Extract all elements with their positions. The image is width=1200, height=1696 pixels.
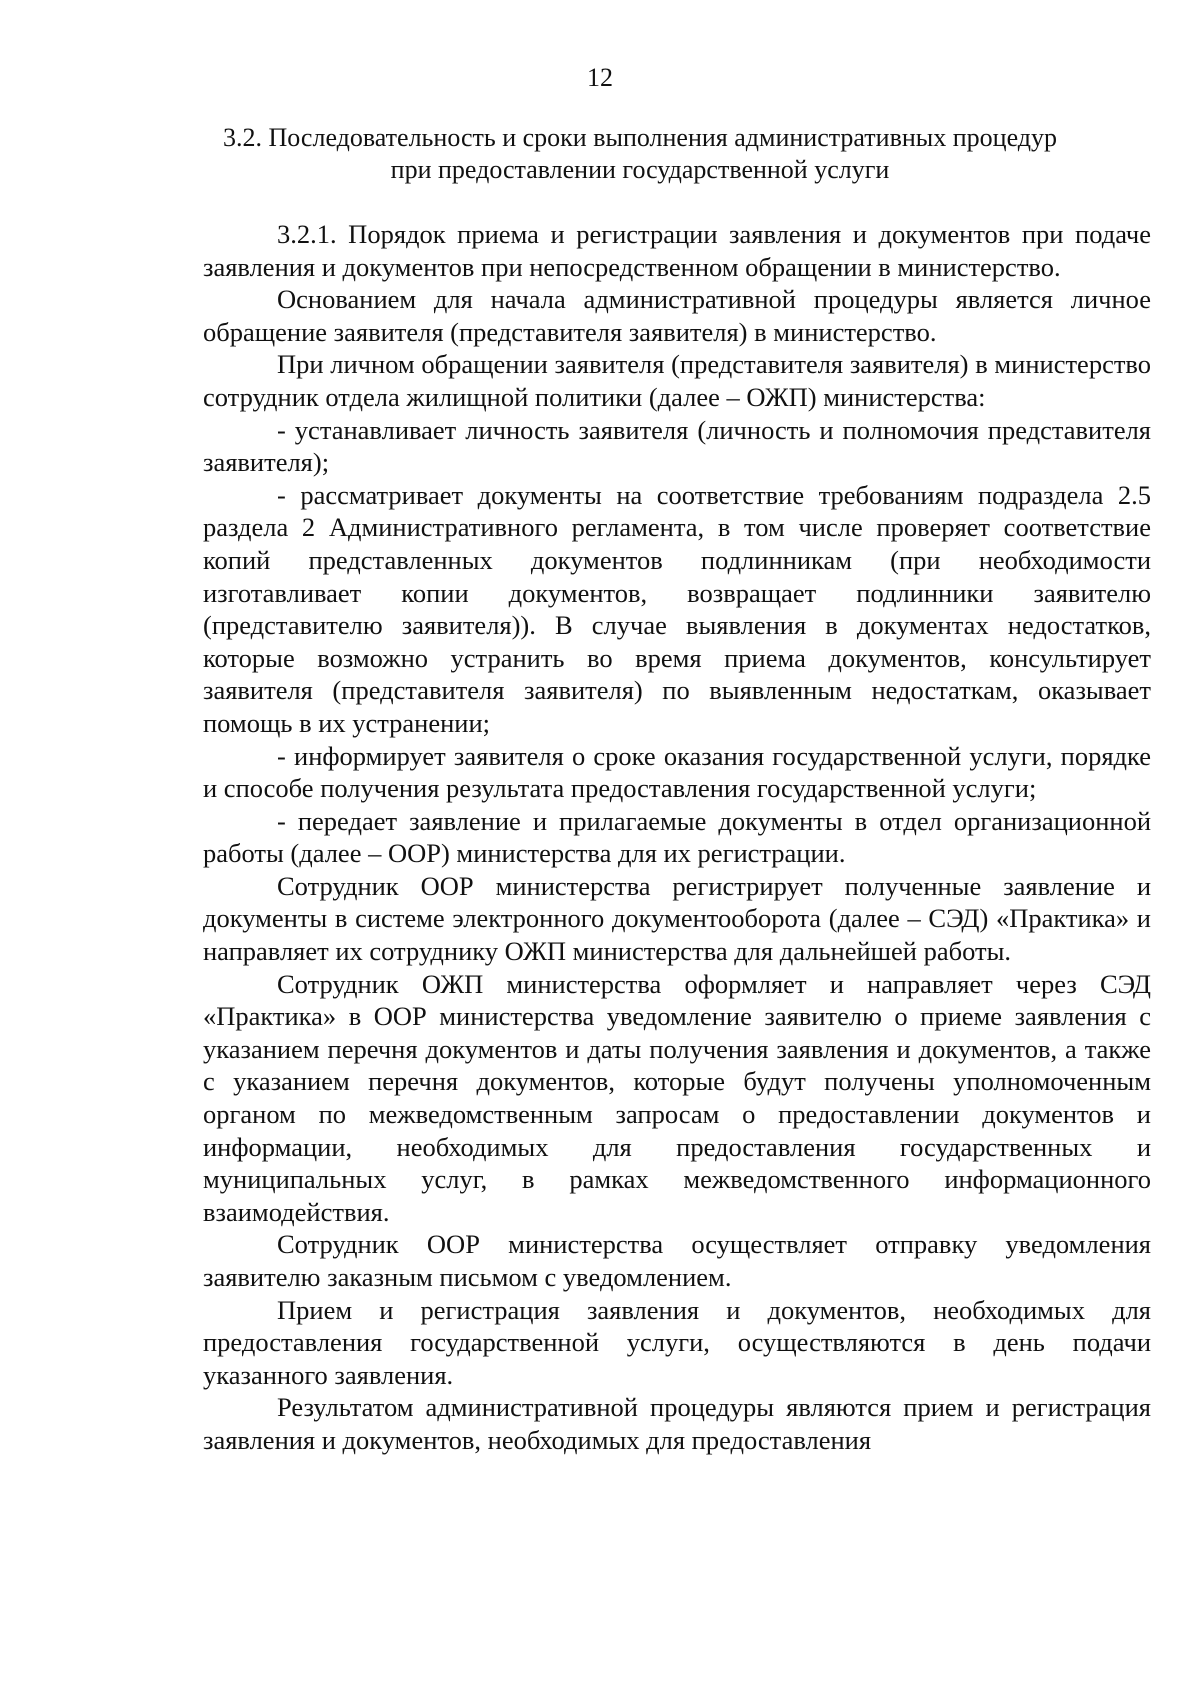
list-item-identity: - устанавливает личность заявителя (личность и полномочия представителя заявителя); [203, 414, 1151, 478]
section-heading [190, 122, 1090, 186]
paragraph-personal-appeal: При личном обращении заявителя (представителя заявителя) в министерство сотрудник отдела жилищной политики (далее – ОЖП) министерства: [203, 349, 1151, 412]
list-item-informs: - информирует заявителя о сроке оказания государственной услуги, порядке и способе получения результата предоставления государственной услуги; [203, 740, 1151, 804]
paragraph-procedure-title: 3.2.1. Порядок приема и регистрации заявления и документов при подаче заявления и документов при непосредственном обращении в министерство. [203, 219, 1151, 282]
paragraph-notification: Сотрудник ОЖП министерства оформляет и направляет через СЭД «Практика» в ООР министерства уведомление заявителю о приеме заявления с указанием перечня документов и даты получения заявления и документов, а также с указанием перечня документов, которые будут получены уполномоченным органом по межведомственным запросам о предоставлении документов и информации, необходимых для предоставления государственных и муниципальных услуг, в рамках межведомственного информационного взаимодействия. [203, 968, 1151, 1227]
section-heading-line-2: при предоставлении государственной услуги [390, 155, 890, 184]
page-number: 12 [587, 63, 613, 92]
paragraph-result: Результатом административной процедуры являются прием и регистрация заявления и документов, необходимых для предоставления [203, 1392, 1151, 1455]
section-heading-line-1: 3.2. Последовательность и сроки выполнения административных процедур [223, 123, 1057, 152]
list-item-document-review: - рассматривает документы на соответствие требованиям подраздела 2.5 раздела 2 Административного регламента, в том числе проверяет соответствие копий представленных документов подлинникам (при необходимости изготавливает копии документов, возвращает подлинники заявителю (представителю заявителя)). В случае выявления в документах недостатков, которые возможно устранить во время приема документов, консультирует заявителя (представителя заявителя) по выявленным недостаткам, оказывает помощь в их устранении; [203, 479, 1151, 738]
paragraph-basis: Основанием для начала административной процедуры является личное обращение заявителя (представителя заявителя) в министерство. [203, 284, 1151, 347]
paragraph-sending: Сотрудник ООР министерства осуществляет отправку уведомления заявителю заказным письмом с уведомлением. [203, 1229, 1151, 1292]
document-body [203, 218, 1151, 1457]
list-item-transfer: - передает заявление и прилагаемые документы в отдел организационной работы (далее – ООР) министерства для их регистрации. [203, 805, 1151, 869]
paragraph-registration: Сотрудник ООР министерства регистрирует полученные заявление и документы в системе электронного документооборота (далее – СЭД) «Практика» и направляет их сотруднику ОЖП министерства для дальнейшей работы. [203, 870, 1151, 967]
paragraph-same-day: Прием и регистрация заявления и документов, необходимых для предоставления государственной услуги, осуществляются в день подачи указанного заявления. [203, 1294, 1151, 1390]
